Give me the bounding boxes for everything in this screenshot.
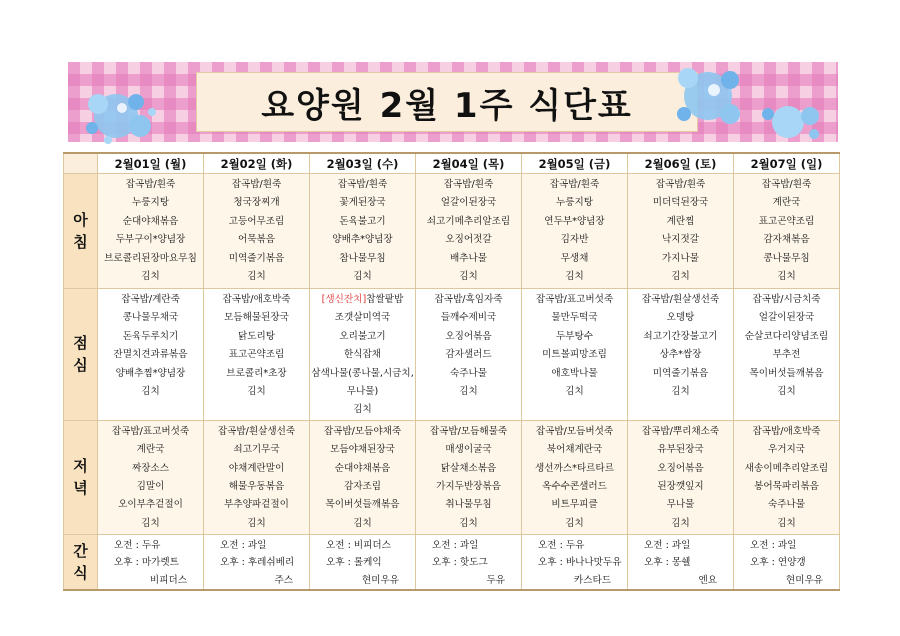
menu-item: 누룽지탕 [555,197,594,209]
left-water-splash-decoration [78,82,164,148]
menu-item: 김치 [459,517,478,529]
menu-item: 김치 [353,517,372,529]
breakfast-label [64,174,98,289]
snack-morning: 오전 : 두유 [114,539,161,551]
dinner-day-6-cell [628,420,734,534]
snack-day-5-cell [522,534,628,590]
menu-item: 닭도리탕 [237,330,276,342]
menu-item [310,291,415,309]
menu-item: 새송이메추리알조림 [744,462,829,474]
lunch-day-3-cell [310,289,416,421]
breakfast-row [64,174,840,289]
menu-item: 브로콜리*초장 [226,367,287,379]
menu-item: 옥수수콘샐러드 [542,481,607,493]
menu-item: 취나물무침 [445,499,492,511]
lunch-day-2-cell [204,289,310,421]
header-corner [64,153,98,174]
menu-item: 미트볼피망조림 [542,349,607,361]
menu-item: 오뎅탕 [666,312,695,324]
menu-item-text: 찹쌀팥밥 [366,294,404,305]
dinner-day-2-cell [204,420,310,534]
snack-afternoon: 오후 : 후레쉬베리 [220,557,295,569]
menu-item: 김치 [247,271,266,283]
menu-item: 표고곤약조림 [758,215,815,227]
menu-item: 잡곡밥/흑임자죽 [434,294,503,305]
menu-item: 계란찜 [666,215,695,227]
menu-item: 잡곡밥/흰살생선죽 [217,425,296,437]
menu-item: 오징어볶음 [445,330,492,342]
menu-item: 무나물 [666,499,695,511]
menu-item: 잡곡밥/흰죽 [761,179,812,190]
menu-item: 오징어젓갈 [445,234,492,246]
menu-item: 잡곡밥/시금치죽 [752,294,821,305]
menu-item: 미역줄기볶음 [228,252,285,264]
menu-item: 순대야채볶음 [334,462,391,474]
snack-afternoon: 오후 : 핫도그 [432,557,488,569]
dinner-day-4-cell [416,420,522,534]
menu-item: 쇠고기메추리알조림 [426,215,511,227]
menu-item: 김치 [777,386,796,398]
day-header-thu: 2월04일 (목) [416,153,522,174]
menu-item: 물만두떡국 [551,312,598,324]
menu-item: 김치 [141,386,160,398]
menu-item: 계란국 [136,444,165,456]
menu-item: 잡곡밥/계란죽 [121,294,180,305]
breakfast-day-1-cell [98,174,204,289]
lunch-row [64,289,840,421]
menu-item: 조갯살미역국 [334,312,391,324]
menu-item: 잡곡밥/흰죽 [549,179,600,190]
menu-item: 감자채볶음 [763,234,810,246]
lunch-day-7-cell [734,289,840,421]
menu-item: 김치 [459,271,478,283]
menu-item: 김치 [459,386,478,398]
dinner-label-text: 저 녁 [73,456,88,498]
breakfast-day-6-cell [628,174,734,289]
menu-item: 잡곡밥/흰죽 [125,179,176,190]
menu-item: 잡곡밥/표고버섯죽 [535,294,614,305]
menu-item: 애호박나물 [551,367,598,379]
menu-item: 얼갈이된장국 [440,197,497,209]
menu-item: 목이버섯들깨볶음 [749,367,824,379]
weekly-menu-table [63,152,840,591]
snack-day-3-cell [310,534,416,590]
dinner-day-5-cell [522,420,628,534]
menu-item: 양배추찜*양념장 [115,367,186,379]
menu-item: 잡곡밥/흰죽 [337,179,388,190]
menu-item: 야채계란말이 [228,462,285,474]
snack-label-text: 간 식 [73,541,88,583]
snack-day-7-cell [734,534,840,590]
menu-item: 북어채계란국 [546,444,603,456]
menu-item: 잡곡밥/흰죽 [231,179,282,190]
menu-item: 김말이 [136,481,165,493]
menu-item: 우거지국 [767,444,806,456]
menu-item: 숙주나물 [767,499,806,511]
snack-day-1-cell [98,534,204,590]
menu-item: 김치 [671,271,690,283]
menu-item: 모듬해물된장국 [224,312,289,324]
menu-item: 김치 [353,271,372,283]
menu-item: 쇠고기간장불고기 [643,330,718,342]
breakfast-day-7-cell [734,174,840,289]
dinner-row [64,420,840,534]
snack-label [64,534,98,590]
menu-item: 생선까스*타르타르 [535,462,614,474]
menu-item: 브로콜리된장마요무침 [104,252,197,264]
menu-item: 감자조림 [343,481,382,493]
menu-item: 유부된장국 [657,444,704,456]
menu-item: 김치 [353,404,372,416]
snack-morning: 오전 : 과일 [644,539,691,551]
menu-item: 고등어무조림 [228,215,285,227]
lunch-day-6-cell [628,289,734,421]
snack-afternoon: 오후 : 몽쉘 [644,557,691,569]
snack-row [64,534,840,590]
menu-item: 김치 [141,517,160,529]
snack-afternoon: 오후 : 바나나맛두유 [538,557,622,569]
menu-item: 잡곡밥/표고버섯죽 [111,425,190,437]
snack-morning: 오전 : 비피더스 [326,539,391,551]
dinner-day-1-cell [98,420,204,534]
menu-item: 부추양파겉절이 [224,499,289,511]
lunch-day-5-cell [522,289,628,421]
page-title: 요양원 2월 1주 식단표 [261,85,633,126]
menu-item: 숙주나물 [449,367,488,379]
dinner-day-3-cell [310,420,416,534]
menu-item: 가지나물 [661,252,700,264]
menu-item: 목이버섯들깨볶음 [325,499,400,511]
menu-item: 김치 [671,517,690,529]
menu-item: 짜장소스 [131,462,170,474]
menu-item: 비트무피클 [551,499,598,511]
breakfast-day-5-cell [522,174,628,289]
menu-item: 잡곡밥/모듬해물죽 [429,425,508,437]
breakfast-day-3-cell [310,174,416,289]
day-header-wed: 2월03일 (수) [310,153,416,174]
menu-item: 누룽지탕 [131,197,170,209]
menu-item: 삼색나물(콩나물,시금치,무나물) [311,367,414,398]
menu-item: 김치 [777,517,796,529]
snack-day-2-cell [204,534,310,590]
menu-item: 잡곡밥/흰죽 [655,179,706,190]
snack-afternoon-extra: 엔요 [698,574,717,586]
day-header-mon: 2월01일 (월) [98,153,204,174]
menu-item: 김치 [247,386,266,398]
menu-item: 계란국 [772,197,801,209]
menu-item: 청국장찌개 [233,197,280,209]
breakfast-label-text: 아 침 [73,210,88,251]
snack-afternoon: 오후 : 연양갱 [750,557,806,569]
menu-item: 김치 [777,271,796,283]
menu-item: 들깨수제비국 [440,312,497,324]
menu-item: 두부구이*양념장 [115,234,186,246]
menu-item: 매생이굴국 [445,444,492,456]
menu-item: 잡곡밥/모듬버섯죽 [535,425,614,437]
snack-afternoon-extra: 비피더스 [149,574,187,586]
snack-afternoon-extra: 현미우유 [361,574,399,586]
menu-item: 김치 [247,517,266,529]
menu-item: 두부탕수 [555,330,594,342]
snack-afternoon-extra: 주스 [274,574,293,586]
menu-item: 오이부추겉절이 [118,499,183,511]
snack-morning: 오전 : 과일 [432,539,479,551]
menu-item: 부추전 [772,349,801,361]
menu-item: 낙지젓갈 [661,234,700,246]
menu-item: 콩나물무채국 [122,312,179,324]
menu-item: 돈육두루치기 [122,330,179,342]
event-tag: [생신잔치] [321,294,367,305]
menu-item: 양배추*양념장 [332,234,393,246]
dinner-day-7-cell [734,420,840,534]
menu-item: 꽃게된장국 [339,197,386,209]
menu-item: 잡곡밥/뿌리채소죽 [641,425,720,437]
menu-item: 잡곡밥/흰죽 [443,179,494,190]
day-header-tue: 2월02일 (화) [204,153,310,174]
menu-item: 잔멸치견과류볶음 [113,349,188,361]
snack-afternoon: 오후 : 마가렛트 [114,557,179,569]
menu-item: 잡곡밥/애호박죽 [752,425,821,437]
menu-item: 된장깻잎지 [657,481,704,493]
menu-item: 잡곡밥/모듬야채죽 [323,425,402,437]
snack-afternoon-extra: 두유 [486,574,505,586]
menu-item: 얼갈이된장국 [758,312,815,324]
menu-item: 상추*쌈장 [659,349,702,361]
title-box [196,72,698,132]
menu-item: 오리불고기 [339,330,386,342]
snack-morning: 오전 : 과일 [750,539,797,551]
lunch-label-text: 점 심 [73,333,88,375]
lunch-day-1-cell [98,289,204,421]
menu-item: 미더덕된장국 [652,197,709,209]
right-small-splash-decoration [752,96,832,146]
menu-item: 오징어볶음 [657,462,704,474]
menu-item: 미역줄기볶음 [652,367,709,379]
menu-item: 닭살채소볶음 [440,462,497,474]
snack-afternoon: 오후 : 롤케익 [326,557,382,569]
menu-item: 돈육불고기 [339,215,386,227]
menu-item: 표고곤약조림 [228,349,285,361]
menu-item: 김치 [565,271,584,283]
breakfast-day-4-cell [416,174,522,289]
menu-item: 잡곡밥/흰살생선죽 [641,294,720,305]
snack-afternoon-extra: 카스타드 [573,574,611,586]
day-header-sun: 2월07일 (일) [734,153,840,174]
menu-item: 순살코다리양념조림 [744,330,829,342]
snack-day-6-cell [628,534,734,590]
menu-item: 배추나물 [449,252,488,264]
menu-item: 참나물무침 [339,252,386,264]
day-header-sat: 2월06일 (토) [628,153,734,174]
day-header-row [64,153,840,174]
menu-item: 쇠고기무국 [233,444,280,456]
breakfast-day-2-cell [204,174,310,289]
menu-item: 가지두반장볶음 [436,481,501,493]
menu-item: 봉어묵파리볶음 [754,481,819,493]
menu-item: 연두부*양념장 [544,215,605,227]
menu-item: 무생채 [560,252,589,264]
menu-item: 해물우동볶음 [228,481,285,493]
menu-item: 김치 [141,271,160,283]
menu-item: 잡곡밥/애호박죽 [222,294,291,305]
menu-item: 김자반 [560,234,589,246]
snack-morning: 오전 : 두유 [538,539,585,551]
lunch-label [64,289,98,421]
menu-item: 모듬야채된장국 [330,444,395,456]
menu-item: 김치 [565,386,584,398]
snack-day-4-cell [416,534,522,590]
menu-item: 어묵볶음 [237,234,276,246]
snack-morning: 오전 : 과일 [220,539,267,551]
menu-item: 김치 [671,386,690,398]
right-water-splash-decoration [668,60,748,134]
day-header-fri: 2월05일 (금) [522,153,628,174]
lunch-day-4-cell [416,289,522,421]
snack-afternoon-extra: 현미우유 [785,574,823,586]
menu-item: 김치 [565,517,584,529]
menu-item: 순대야채볶음 [122,215,179,227]
dinner-label [64,420,98,534]
menu-item: 한식잡채 [343,349,382,361]
menu-item: 콩나물무침 [763,252,810,264]
menu-item: 감자샐러드 [445,349,492,361]
